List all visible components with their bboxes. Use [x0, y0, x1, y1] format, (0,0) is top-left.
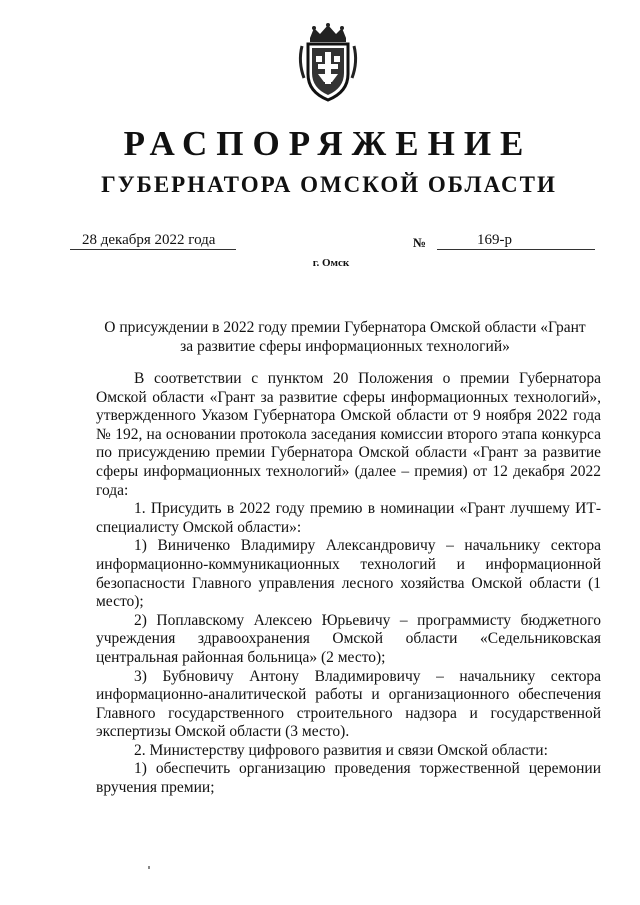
issuer-title: ГУБЕРНАТОРА ОМСКОЙ ОБЛАСТИ — [101, 172, 557, 197]
document-type-title: РАСПОРЯЖЕНИЕ — [123, 124, 533, 163]
document-body — [96, 370, 601, 798]
document-city: г. Омск — [312, 257, 350, 269]
paragraph: 1) обеспечить организацию проведения торжественной церемонии вручения премии; — [96, 760, 601, 797]
coat-of-arms-icon — [296, 22, 360, 102]
paragraph: 1. Присудить в 2022 году премию в номинации «Грант лучшему ИТ-специалисту Омской области»: — [96, 500, 601, 536]
paragraph: 2. Министерству цифрового развития и связи Омской области: — [134, 741, 548, 759]
paragraph: В соответствии с пунктом 20 Положения о премии Губернатора Омской области «Грант за развитие сферы информационных технологий», утвержденного Указом Губернатора Омской области от 9 ноября 2022 года № 192, на основании протокола заседания комиссии второго этапа конкурса по присуждению премии Губернатора Омской области «Грант за развитие сферы информационных технологий» (далее – премия) от 12 декабря 2022 года: — [96, 370, 601, 499]
document-number: 169-р — [437, 231, 595, 250]
paragraph: 3) Бубновичу Антону Владимировичу – начальнику сектора информационно-аналитической работы и организационного обеспечения Главного государственного строительного надзора и государственной экспертизы Омской области (3 место). — [96, 667, 601, 741]
document-heading: О присуждении в 2022 году премии Губернатора Омской области «Грант за развитие сферы информационных технологий» — [104, 319, 586, 355]
number-sign: № — [413, 235, 427, 250]
paragraph: 1) Виниченко Владимиру Александровичу – начальнику сектора информационно-коммуникационных технологий и информационной безопасности Главного управления лесного хозяйства Омской области (1 место); — [96, 537, 601, 611]
document-date: 28 декабря 2022 года — [70, 231, 236, 250]
scan-speck — [148, 866, 150, 869]
paragraph: 2) Поплавскому Алексею Юрьевичу – программисту бюджетного учреждения здравоохранения Омской области «Седельниковская центральная районная больница» (2 место); — [96, 611, 601, 666]
